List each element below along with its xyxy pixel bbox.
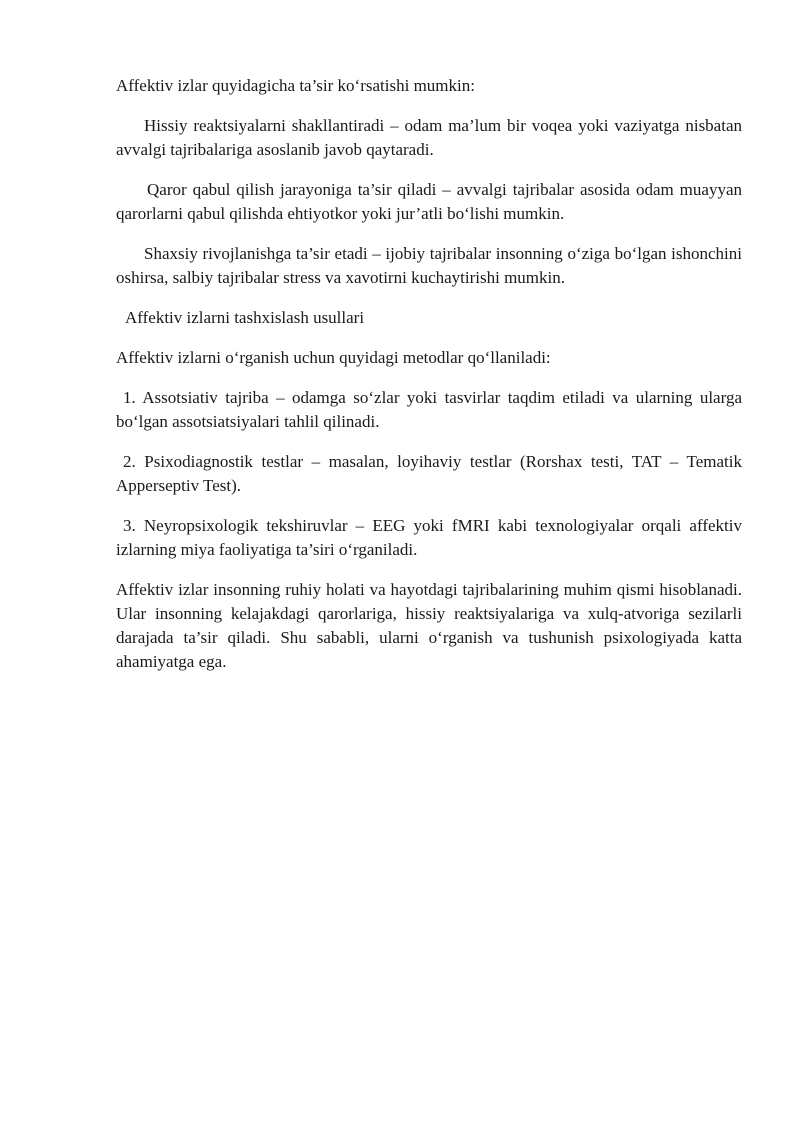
- effect-paragraph-1: Hissiy reaktsiyalarni shakllantiradi – odam ma’lum bir voqea yoki vaziyatga nisbatan avvalgi tajribalariga asoslanib javob qaytaradi.: [116, 116, 742, 159]
- methods-intro-paragraph: Affektiv izlarni o‘rganish uchun quyidagi metodlar qo‘llaniladi:: [116, 348, 551, 367]
- conclusion-paragraph: Affektiv izlar insonning ruhiy holati va hayotdagi tajribalarining muhim qismi hisoblanadi. Ular insonning kelajakdagi qarorlariga, hissiy reaktsiyalariga va xulq-atvoriga sezilarli darajada ta’sir qiladi. Shu sababli, ularni o‘rganish va tushunish psixologiyada katta ahamiyatga ega.: [116, 580, 742, 671]
- intro-paragraph: Affektiv izlar quyidagicha ta’sir ko‘rsatishi mumkin:: [116, 76, 475, 95]
- method-item-1: 1. Assotsiativ tajriba – odamga so‘zlar yoki tasvirlar taqdim etiladi va ularning ularga bo‘lgan assotsiatsiyalari tahlil qilinadi.: [116, 388, 742, 431]
- section-heading: Affektiv izlarni tashxislash usullari: [125, 308, 365, 327]
- method-item-2: 2. Psixodiagnostik testlar – masalan, loyihaviy testlar (Rorshax testi, TAT – Tematik Apperseptiv Test).: [116, 452, 742, 495]
- effect-paragraph-2: Qaror qabul qilish jarayoniga ta’sir qiladi – avvalgi tajribalar asosida odam muayyan qarorlarni qabul qilishda ehtiyotkor yoki jur’atli bo‘lishi mumkin.: [116, 180, 742, 223]
- effect-paragraph-3: Shaxsiy rivojlanishga ta’sir etadi – ijobiy tajribalar insonning o‘ziga bo‘lgan ishonchini oshirsa, salbiy tajribalar stress va xavotirni kuchaytirishi mumkin.: [116, 244, 742, 287]
- method-item-3: 3. Neyropsixologik tekshiruvlar – EEG yoki fMRI kabi texnologiyalar orqali affektiv izlarning miya faoliyatiga ta’siri o‘rganiladi.: [116, 516, 742, 559]
- text-column: [116, 74, 742, 690]
